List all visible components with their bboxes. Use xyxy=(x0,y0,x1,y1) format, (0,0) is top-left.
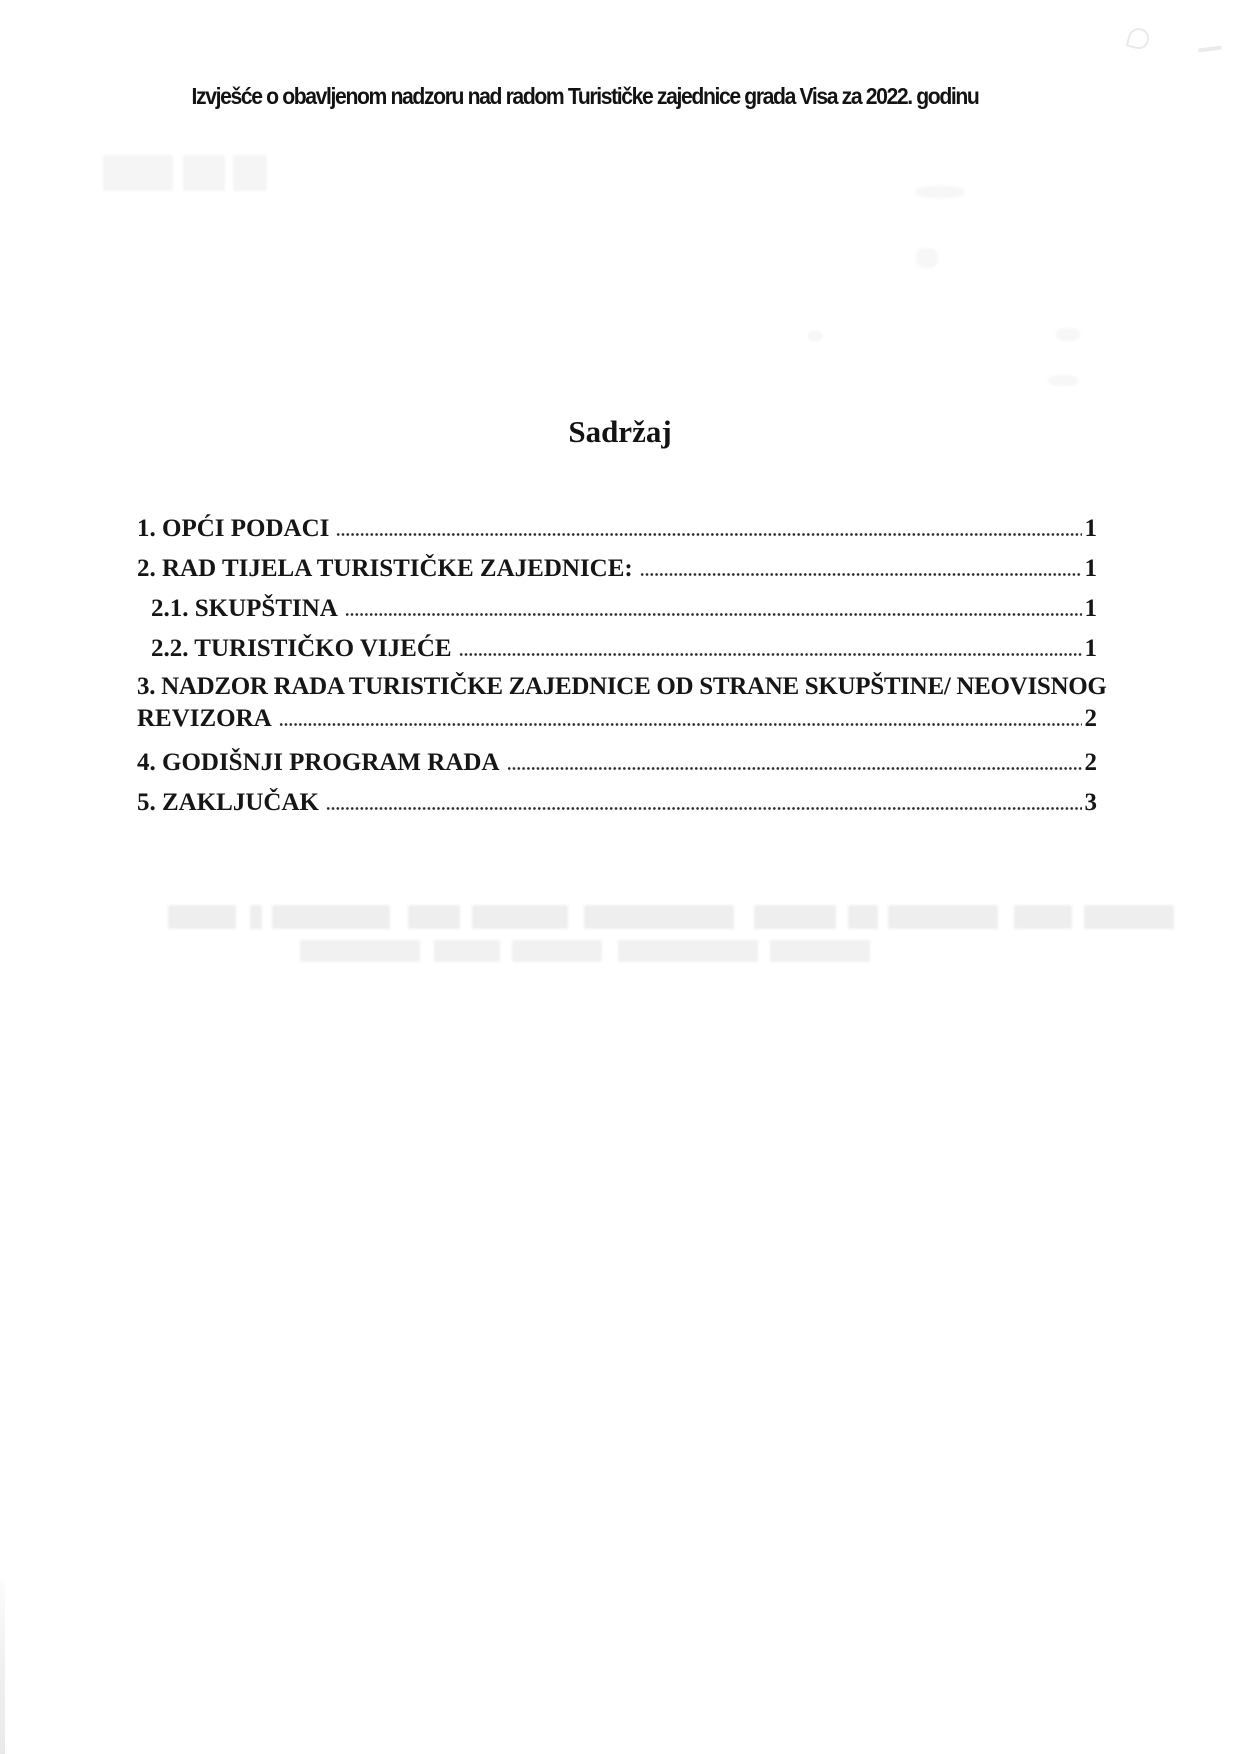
toc-entry-label: 5. ZAKLJUČAK xyxy=(137,789,319,816)
toc-dot-leader xyxy=(279,722,1082,727)
toc-entry xyxy=(137,626,1097,666)
toc-page-number: 1 xyxy=(1084,515,1097,542)
toc-dot-leader xyxy=(459,652,1082,657)
toc-page-number: 1 xyxy=(1084,635,1097,662)
toc-entry xyxy=(137,780,1097,820)
showthrough-segment xyxy=(434,940,500,962)
toc-entry xyxy=(137,546,1097,586)
showthrough-segment xyxy=(770,940,870,962)
scan-speck xyxy=(808,331,822,341)
toc-dot-leader xyxy=(507,766,1082,771)
showthrough-segment xyxy=(472,905,568,929)
showthrough-segment xyxy=(754,905,836,929)
toc-title: Sadržaj xyxy=(568,414,672,449)
toc-page-number: 2 xyxy=(1084,749,1097,776)
showthrough-segment xyxy=(1084,905,1174,929)
showthrough-segment xyxy=(1014,905,1072,929)
showthrough-segment xyxy=(233,155,267,191)
showthrough-segment xyxy=(848,905,878,929)
showthrough-segment xyxy=(618,940,758,962)
showthrough-segment xyxy=(183,155,225,191)
toc-entry-label: 1. OPĆI PODACI xyxy=(137,515,330,542)
scan-speck xyxy=(915,186,965,198)
toc-dot-leader xyxy=(345,612,1082,617)
showthrough-text-line-2 xyxy=(300,940,870,962)
showthrough-segment xyxy=(300,940,420,962)
toc-page-number: 3 xyxy=(1084,789,1097,816)
showthrough-segment xyxy=(272,905,390,929)
toc-dot-leader xyxy=(336,532,1081,537)
toc-dot-leader xyxy=(640,572,1082,577)
showthrough-segment xyxy=(512,940,602,962)
toc-entry-label: REVIZORA xyxy=(137,705,272,732)
showthrough-segment xyxy=(103,155,173,191)
toc-list xyxy=(137,500,1107,830)
toc-entry-label: 2. RAD TIJELA TURISTIČKE ZAJEDNICE: xyxy=(137,555,633,582)
showthrough-segment xyxy=(250,905,262,929)
toc-entry-label: 4. GODIŠNJI PROGRAM RADA xyxy=(137,749,500,776)
showthrough-artifact-topleft xyxy=(103,155,267,191)
scan-speck xyxy=(1048,375,1078,386)
document-header-title: Izvješće o obavljenom nadzoru nad radom Turističke zajednice grada Visa za 2022. godinu xyxy=(191,83,979,109)
toc-entry-label-continued xyxy=(137,702,1097,736)
scan-speck xyxy=(916,248,938,268)
showthrough-text-line-1 xyxy=(168,905,1174,929)
scan-smudge-dash xyxy=(1198,46,1222,53)
toc-page-number: 1 xyxy=(1084,595,1097,622)
scan-smudge-curl xyxy=(1126,26,1151,51)
scan-speck xyxy=(1056,328,1080,341)
toc-dot-leader xyxy=(326,806,1082,811)
scan-edge-artifact xyxy=(0,1580,5,1754)
showthrough-segment xyxy=(408,905,460,929)
toc-entry-label: 3. NADZOR RADA TURISTIČKE ZAJEDNICE OD STRANE SKUPŠTINE/ NEOVISNOG xyxy=(137,673,1107,700)
toc-page-number: 1 xyxy=(1084,555,1097,582)
toc-entry xyxy=(137,506,1097,546)
showthrough-segment xyxy=(888,905,998,929)
toc-page-number: 2 xyxy=(1084,705,1097,732)
showthrough-segment xyxy=(168,905,236,929)
toc-entry xyxy=(137,586,1097,626)
showthrough-segment xyxy=(584,905,734,929)
toc-entry-label: 2.1. SKUPŠTINA xyxy=(151,595,338,622)
toc-entry xyxy=(137,740,1097,780)
toc-entry xyxy=(137,666,1107,736)
toc-entry-label: 2.2. TURISTIČKO VIJEĆE xyxy=(151,635,452,662)
